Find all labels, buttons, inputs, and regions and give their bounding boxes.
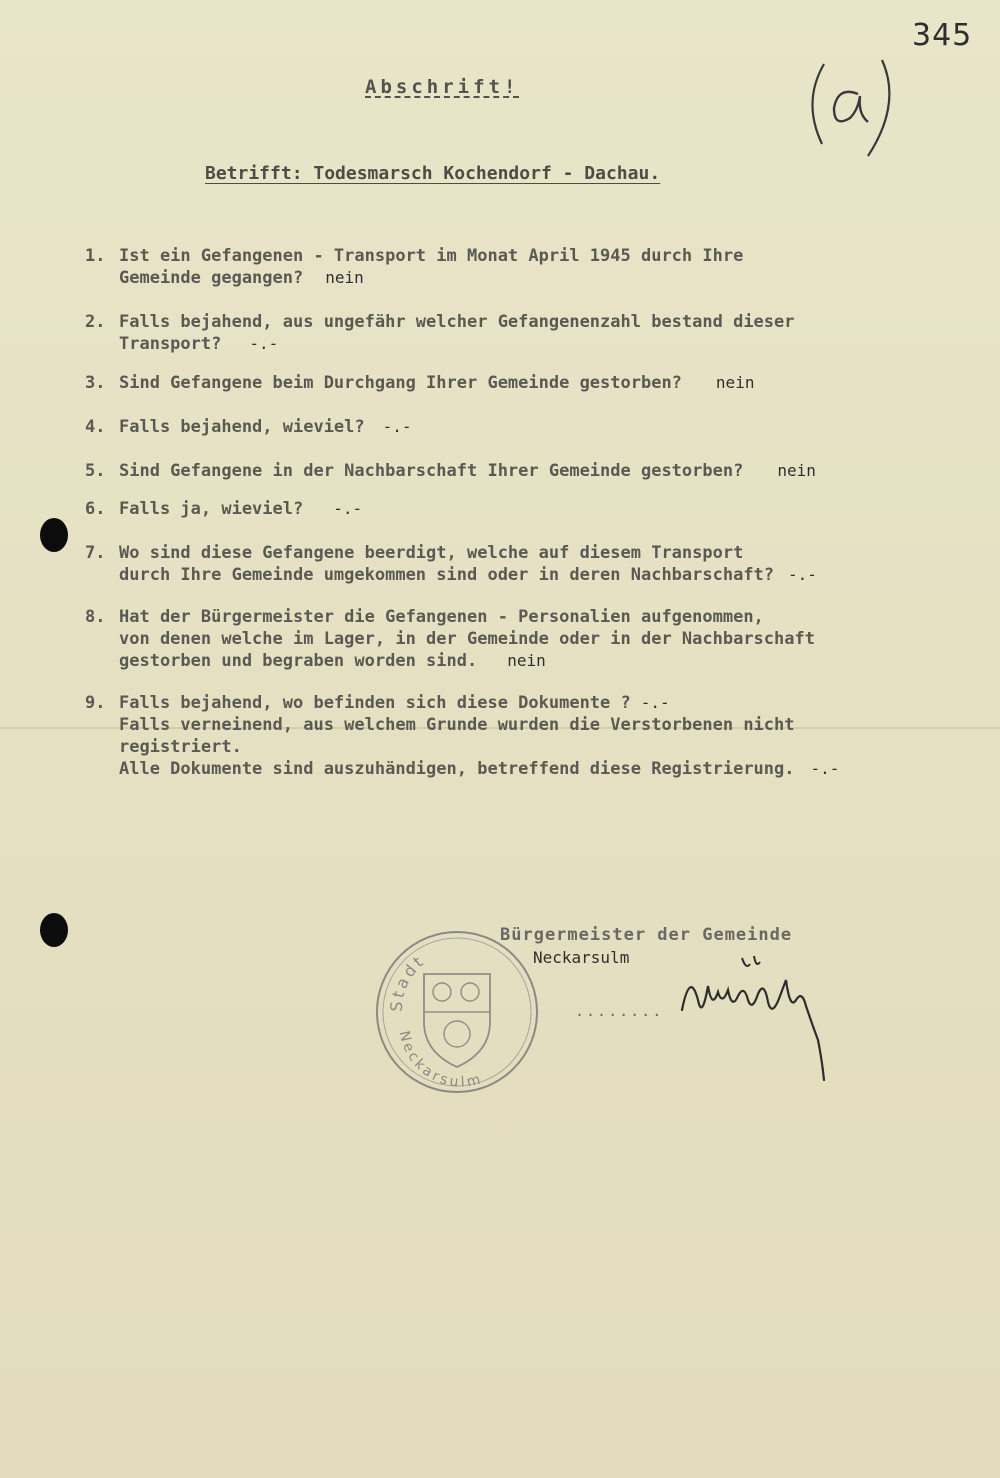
answer: -.-: [640, 693, 670, 712]
signature-title: Bürgermeister der Gemeinde: [500, 925, 793, 945]
question-number: 3.: [85, 373, 106, 393]
punch-hole: [40, 913, 68, 947]
handwritten-signature: [672, 940, 842, 1090]
answer: -.-: [788, 565, 817, 584]
question-text: Hat der Bürgermeister die Gefangenen - Personalien aufgenommen,: [119, 607, 764, 627]
question-6: [85, 498, 362, 520]
document-title: Abschrift!: [365, 76, 520, 98]
question-text: Gemeinde gegangen?: [119, 268, 304, 288]
answer: -.-: [333, 499, 363, 518]
answer: -.-: [249, 334, 279, 353]
question-text: Sind Gefangene in der Nachbarschaft Ihrer Gemeinde gestorben?: [119, 461, 744, 481]
answer: nein: [507, 651, 546, 670]
question-text: Falls verneinend, aus welchem Grunde wurden die Verstorbenen nicht: [119, 715, 795, 735]
question-number: 2.: [85, 312, 106, 332]
question-text: Falls bejahend, wo befinden sich diese Dokumente ?: [119, 693, 631, 713]
question-text: Sind Gefangene beim Durchgang Ihrer Gemeinde gestorben?: [119, 373, 682, 393]
question-number: 6.: [85, 499, 106, 519]
question-text: Ist ein Gefangenen - Transport im Monat April 1945 durch Ihre: [119, 246, 744, 266]
answer: nein: [715, 373, 755, 392]
city-seal-stamp: [372, 922, 542, 1102]
question-text: Transport?: [119, 334, 222, 354]
punch-hole: [40, 518, 68, 552]
signature-city: Neckarsulm: [533, 948, 630, 967]
question-1: [85, 245, 743, 289]
question-number: 9.: [85, 693, 106, 713]
question-text: Falls bejahend, aus ungefähr welcher Gefangenenzahl bestand dieser: [119, 312, 795, 332]
question-text: Falls bejahend, wieviel?: [119, 417, 365, 437]
svg-text:Stadt: [387, 951, 429, 1013]
question-4: [85, 416, 412, 438]
question-number: 4.: [85, 417, 106, 437]
question-number: 1.: [85, 246, 106, 266]
answer: nein: [777, 461, 816, 480]
answer: -.-: [810, 759, 840, 778]
question-text: Wo sind diese Gefangene beerdigt, welche auf diesem Transport: [119, 543, 744, 563]
question-8: [85, 606, 815, 672]
page-number: 345: [912, 18, 973, 53]
question-3: [85, 372, 754, 394]
question-9: [85, 692, 839, 780]
answer: -.-: [382, 417, 412, 436]
document-subject: Betrifft: Todesmarsch Kochendorf - Dachau.: [205, 163, 661, 184]
question-text: von denen welche im Lager, in der Gemeinde oder in der Nachbarschaft: [119, 629, 815, 649]
question-7: [85, 542, 817, 586]
question-number: 7.: [85, 543, 106, 563]
handwritten-margin-mark: [798, 52, 908, 162]
question-text: Alle Dokumente sind auszuhändigen, betreffend diese Registrierung.: [119, 759, 795, 779]
stamp-bottom-text: Neckarsulm: [395, 1029, 485, 1091]
question-5: [85, 460, 816, 482]
question-text: Falls ja, wieviel?: [119, 499, 304, 519]
question-number: 5.: [85, 461, 106, 481]
question-text: durch Ihre Gemeinde umgekommen sind oder in deren Nachbarschaft?: [119, 565, 775, 585]
question-text: registriert.: [119, 737, 242, 757]
stamp-top-text: Stadt: [386, 950, 429, 1013]
question-text: gestorben und begraben worden sind.: [119, 651, 478, 671]
question-2: [85, 311, 795, 355]
answer: nein: [325, 268, 364, 287]
svg-text:Neckarsulm: [396, 1029, 485, 1090]
question-number: 8.: [85, 607, 106, 627]
signature-dots: ........: [575, 1002, 664, 1020]
